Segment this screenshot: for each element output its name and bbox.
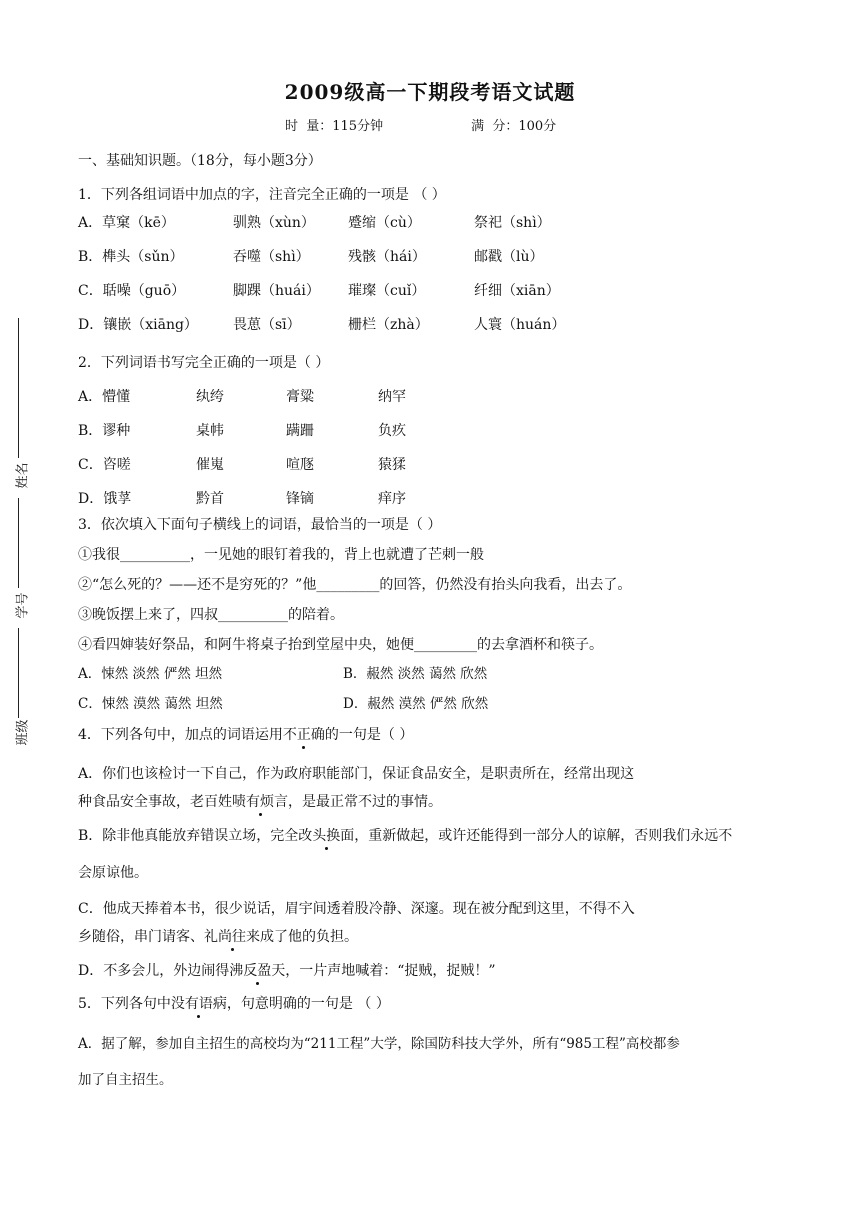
number-rule — [18, 498, 19, 588]
q2-b-2: 桌帏 — [196, 423, 224, 439]
q2-a-3: 膏粱 — [286, 389, 314, 405]
q1-stem: 1．下列各组词语中加点的字，注音完全正确的一项是 （ ） — [78, 187, 446, 203]
q4-b-post: ，重新做起，或许还能得到一部分人的谅解，否则我们永远不 — [354, 828, 733, 844]
q3-stem: 3．依次填入下面句子横线上的词语，最恰当的一项是（ ） — [78, 517, 442, 533]
q4-d-post: ，一片声地喊着：“捉贼，捉贼！” — [285, 963, 496, 979]
q2-stem: 2．下列词语书写完全正确的一项是（ ） — [78, 355, 330, 371]
q1-c-4: 纤细（xiān） — [474, 283, 560, 299]
q2-c-2: 催嵬 — [196, 457, 224, 473]
q4-c-post: 成了他的负担。 — [260, 929, 358, 945]
q2-c-3: 喧豗 — [286, 457, 314, 473]
q1-c-2: 脚踝（huái） — [233, 283, 320, 299]
q4-stem-pre: 4．下列各句中，加点的词语运用 — [78, 727, 283, 743]
q1-b-3: 残骸（hái） — [348, 249, 426, 265]
q3-sentence-4: ④看四婶装好祭品，和阿牛将桌子抬到堂屋中央，她便_________的去拿酒杯和筷子。 — [78, 637, 603, 653]
q2-d-2: 黔首 — [196, 491, 224, 507]
q3-option-b: B．赧然 淡然 蔼然 欣然 — [343, 666, 488, 682]
q4-a-dotted: 啧有烦言 — [232, 791, 288, 811]
q4-stem — [78, 724, 413, 744]
class-rule — [18, 628, 19, 718]
q5-a-line2: 加了自主招生。 — [78, 1072, 173, 1088]
section1-heading: 一、基础知识题。（18分，每小题3分） — [78, 153, 322, 169]
q3-option-a: A．悚然 淡然 俨然 坦然 — [78, 666, 223, 682]
q1-d-3: 栅栏（zhà） — [348, 317, 429, 333]
q3-sentence-2: ②“怎么死的？——还不是穷死的？”他_________的回答，仍然没有抬头向我看，出去了。 — [78, 577, 632, 593]
q2-d-4: 痒序 — [378, 491, 406, 507]
q4-b-line2: 会原谅他。 — [78, 865, 148, 881]
name-label: 姓名 — [15, 462, 31, 489]
q4-c-dotted: 礼尚往来 — [204, 926, 260, 946]
q3-option-c: C．悚然 漠然 蔼然 坦然 — [78, 696, 223, 712]
q4-b-dotted: 改头换面 — [298, 825, 354, 845]
q4-c-line1: C．他成天捧着本书，很少说话，眉宇间透着股冷静、深邃。现在被分配到这里，不得不入 — [78, 901, 635, 917]
q1-a-3: 蹙缩（cù） — [348, 215, 421, 231]
q5-stem-post: ，句意明确的一句是 （ ） — [226, 996, 390, 1012]
exam-info — [285, 115, 556, 134]
q5-stem-pre: 5．下列各句中 — [78, 996, 171, 1012]
q1-b-2: 吞噬（shì） — [233, 249, 310, 265]
time-label: 时 量：115分钟 — [285, 119, 384, 134]
q4-b-line1 — [78, 825, 732, 845]
q1-d-2: 畏葸（sī） — [233, 317, 301, 333]
q3-sentence-1: ①我很__________，一见她的眼钉着我的，背上也就遭了芒刺一般 — [78, 547, 484, 563]
q4-d-dotted: 沸反盈天 — [229, 960, 285, 980]
q1-b-4: 邮戳（lù） — [474, 249, 544, 265]
number-label: 学号 — [15, 592, 31, 619]
q4-c-pre: 乡随俗，串门请客、 — [78, 929, 204, 945]
q3-option-d: D．赧然 漠然 俨然 欣然 — [343, 696, 489, 712]
q5-a-line1: A．据了解，参加自主招生的高校均为“211工程”大学，除国防科技大学外，所有“985工程”高校都参 — [78, 1036, 680, 1052]
binding-strip — [2, 318, 36, 748]
q2-a-1: A．懵懂 — [78, 389, 131, 405]
exam-title: 2009级高一下期段考语文试题 — [284, 80, 576, 104]
q2-b-3: 蹒跚 — [286, 423, 314, 439]
q2-c-1: C．咨嗟 — [78, 457, 131, 473]
q5-stem-emphasis: 没有语病 — [171, 993, 227, 1013]
q4-a-pre: 种食品安全事故，老百姓 — [78, 794, 232, 810]
q1-d-1: D．镶嵌（xiāng） — [78, 317, 198, 333]
q4-a-line1: A．你们也该检讨一下自己，作为政府职能部门，保证食品安全，是职责所在，经常出现这 — [78, 766, 635, 782]
q4-d-pre: D．不多会儿，外边闹得 — [78, 963, 230, 979]
q2-a-4: 纳罕 — [378, 389, 406, 405]
q2-d-3: 锋镝 — [286, 491, 314, 507]
q2-a-2: 纨绔 — [196, 389, 224, 405]
class-label: 班级 — [15, 719, 31, 746]
q2-b-1: B．谬种 — [78, 423, 131, 439]
q2-d-1: D．饿莩 — [78, 491, 132, 507]
score-label: 满 分：100分 — [471, 119, 557, 134]
q1-c-1: C．聒噪（guō） — [78, 283, 186, 299]
q1-b-1: B．榫头（sǔn） — [78, 249, 184, 265]
q4-c-line2 — [78, 926, 358, 946]
q1-a-4: 祭祀（shì） — [474, 215, 551, 231]
q4-stem-emphasis: 不正确 — [283, 724, 325, 744]
q2-c-4: 猿猱 — [378, 457, 406, 473]
q4-stem-post: 的一句是（ ） — [324, 727, 414, 743]
q1-c-3: 璀璨（cuǐ） — [348, 283, 426, 299]
q4-b-pre: B．除非他真能放弃错误立场，完全 — [78, 828, 299, 844]
q3-sentence-3: ③晚饭摆上来了，四叔__________的陪着。 — [78, 607, 344, 623]
q4-d-line — [78, 960, 496, 980]
q2-b-4: 负疚 — [378, 423, 406, 439]
q1-a-1: A．草窠（kē） — [78, 215, 175, 231]
q4-a-line2 — [78, 791, 442, 811]
q1-a-2: 驯熟（xùn） — [233, 215, 315, 231]
name-rule — [18, 318, 19, 458]
q5-stem — [78, 993, 390, 1013]
q4-a-post: ，是最正常不过的事情。 — [288, 794, 442, 810]
q1-d-4: 人寰（huán） — [474, 317, 566, 333]
